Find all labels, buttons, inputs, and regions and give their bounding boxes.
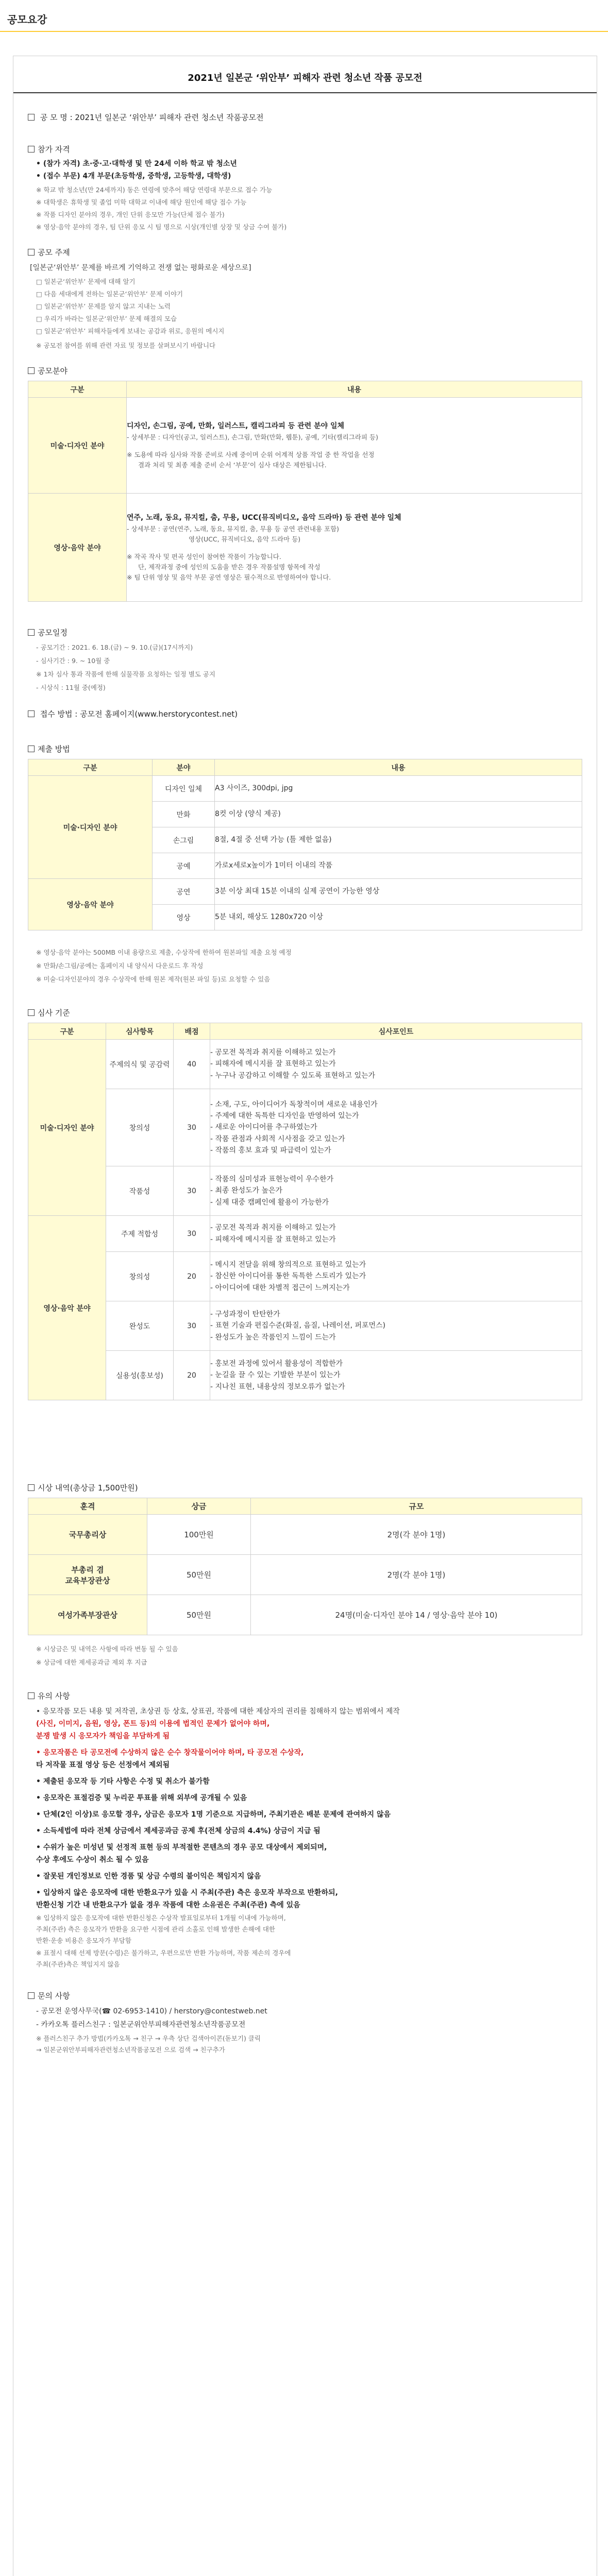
caution-item: • 수위가 높은 미성년 및 선정적 표현 등의 부적절한 콘텐츠의 경우 공모 대상에서 제외되며, bbox=[36, 1843, 327, 1852]
caution-item: • 소득세법에 따라 전체 상금에서 제세공과금 공제 후(전체 상금의 4.4%) 상금이 지급 됨 bbox=[36, 1827, 320, 1835]
caution-note: 반환·운송 비용은 응모자가 부담함 bbox=[36, 1937, 131, 1944]
eligibility-note: ※ 작품 디자인 분야의 경우, 개인 단위 응모만 가능(단체 접수 불가) bbox=[36, 211, 225, 218]
criteria-points bbox=[210, 1166, 582, 1216]
section-awards bbox=[28, 1482, 138, 1493]
criteria-point: - 최종 완성도가 높은가 bbox=[210, 1187, 283, 1195]
spec-content: 8절, 4절 중 선택 가능 (틀 제한 없음) bbox=[215, 827, 582, 853]
fields-category: 영상·음악 분야 bbox=[28, 494, 127, 602]
caution-note: ※ 표절시 대해 선제 방문(수령)은 불가하고, 우편으로만 반환 가능하며, 작품 제손의 경우에 bbox=[36, 1949, 291, 1957]
theme-note: ※ 공모전 참여를 위해 관련 자료 및 정보를 살펴보시기 바랍니다 bbox=[36, 342, 216, 349]
spec-table bbox=[28, 759, 582, 930]
criteria-point: - 작품 관점과 사회적 시사점을 갖고 있는가 bbox=[210, 1134, 345, 1143]
contest-name-label: 공 모 명 bbox=[40, 113, 67, 122]
criteria-point: - 작품의 심미성과 표현능력이 우수한가 bbox=[210, 1175, 334, 1183]
fields-sub: - 상세부문 : 디자인(공고, 일러스트), 손그림, 만화(만화, 웹툰), 공예, 기타(캘리그라피 등) bbox=[127, 433, 378, 441]
criteria-point: - 누구나 공감하고 이해할 수 있도록 표현하고 있는가 bbox=[210, 1071, 376, 1080]
awards-header: 규모 bbox=[251, 1498, 582, 1515]
fields-title: 디자인, 손그림, 공예, 만화, 일러스트, 캘리그라피 등 관련 분야 일체 bbox=[127, 422, 345, 431]
caution-item: 반환신청 기간 내 반환요구가 없을 경우 작품에 대한 소유권은 주최(주관) 측에 있음 bbox=[36, 1901, 300, 1909]
schedule-item: - 공모기간 : 2021. 6. 18.(금) ~ 9. 10.(금)(17시까지) bbox=[36, 643, 193, 651]
document-blank-area bbox=[28, 2076, 582, 2576]
award-scale: 24명(미술·디자인 분야 14 / 영상·음악 분야 10) bbox=[251, 1595, 582, 1635]
eligibility-note: ※ 대학생은 휴학생 및 졸업 미학 대학교 이내에 해당 원인에 해당 접수 가능 bbox=[36, 198, 247, 206]
criteria-item: 창의성 bbox=[106, 1089, 174, 1166]
table-row bbox=[28, 1040, 582, 1089]
criteria-point: - 공모전 목적과 취지를 이해하고 있는가 bbox=[210, 1048, 336, 1057]
criteria-item: 작품성 bbox=[106, 1166, 174, 1216]
criteria-point: - 새로운 아이디어를 추구하였는가 bbox=[210, 1123, 317, 1132]
criteria-item: 실용성(홍보성) bbox=[106, 1351, 174, 1400]
criteria-heading: 심사 기준 bbox=[38, 1008, 70, 1018]
schedule-heading: 공모일정 bbox=[38, 628, 67, 637]
awards-table bbox=[28, 1498, 582, 1635]
criteria-points bbox=[210, 1089, 582, 1166]
eligibility-item: • (접수 부문) 4개 부문(초등학생, 중학생, 고등학생, 대학생) bbox=[36, 172, 231, 180]
criteria-category: 미술·디자인 분야 bbox=[28, 1040, 106, 1216]
contact-heading: 문의 사항 bbox=[38, 1991, 70, 2001]
award-title: 여성가족부장관상 bbox=[28, 1595, 147, 1635]
document-title: 2021년 일본군 ‘위안부’ 피해자 관련 청소년 작품 공모전 bbox=[188, 73, 423, 83]
caution-item: • 제출된 응모작 등 기타 사항은 수정 및 취소가 불가함 bbox=[36, 1777, 210, 1786]
fields-heading: 공모분야 bbox=[38, 366, 67, 376]
title-divider bbox=[13, 92, 597, 93]
schedule-item: - 시상식 : 11월 중(예정) bbox=[36, 684, 106, 691]
theme-item: □ 일본군‘위안부’ 피해자들에게 보내는 공감과 위로, 응원의 메시지 bbox=[36, 327, 225, 335]
fields-header-category: 구분 bbox=[28, 381, 127, 398]
criteria-header: 구분 bbox=[28, 1023, 106, 1040]
criteria-point: - 지나친 표현, 내용상의 정보오류가 없는가 bbox=[210, 1382, 345, 1391]
schedule-note: ※ 1차 심사 통과 작품에 한해 실물작품 요청하는 일정 별도 공지 bbox=[36, 670, 215, 678]
theme-heading: 공모 주제 bbox=[38, 248, 70, 257]
criteria-point: - 공모전 목적과 취지를 이해하고 있는가 bbox=[210, 1224, 336, 1232]
theme-item: □ 일본군‘위안부’ 문제에 대해 알기 bbox=[36, 278, 136, 285]
contact-item: - 카카오톡 플러스친구 : 일본군위안부피해자관련청소년작품공모전 bbox=[36, 2021, 246, 2029]
section-spec bbox=[28, 743, 70, 754]
caution-item-warning: • 응모작품은 타 공모전에 수상하지 않은 순수 창작물이어야 하며, 타 공모전 수상작, bbox=[36, 1749, 304, 1757]
spec-field: 공연 bbox=[153, 879, 215, 905]
table-row bbox=[28, 1515, 582, 1555]
caution-heading: 유의 사항 bbox=[38, 1691, 70, 1701]
fields-note: ※ 팀 단위 영상 및 음악 부문 공연 영상은 필수적으로 반영하여야 합니다. bbox=[127, 573, 331, 581]
spec-content: A3 사이즈, 300dpi, jpg bbox=[215, 776, 582, 802]
caution-item: • 입상하지 않은 응모작에 대한 반환요구가 있을 시 주최(주관) 측은 응모작 부작으로 반환하되, bbox=[36, 1889, 338, 1897]
contact-note: → 일본군위안부피해자관련청소년작품공모전 으로 검색 → 친구추가 bbox=[36, 2046, 225, 2054]
theme-subheading: [일본군‘위안부’ 문제를 바르게 기억하고 전쟁 없는 평화로운 세상으로] bbox=[30, 264, 251, 272]
criteria-point: - 완성도가 높은 작품인지 느낌이 드는가 bbox=[210, 1333, 336, 1342]
table-row bbox=[28, 1351, 582, 1400]
criteria-score: 30 bbox=[174, 1166, 210, 1216]
spec-content: 가로x세로x높이가 1미터 이내의 작품 bbox=[215, 853, 582, 879]
table-row bbox=[28, 1595, 582, 1635]
criteria-points bbox=[210, 1040, 582, 1089]
spec-note: ※ 미술·디자인분야의 경우 수상작에 한해 원본 제작(원본 파일 등)로 요청할 수 있음 bbox=[36, 975, 271, 983]
table-row bbox=[28, 494, 582, 602]
caution-item: • 잘못된 개인정보로 인한 경품 및 상금 수령의 불이익은 책임지지 않음 bbox=[36, 1872, 261, 1880]
eligibility-heading: 참가 자격 bbox=[38, 145, 70, 154]
awards-header: 상금 bbox=[147, 1498, 251, 1515]
spec-content: 3분 이상 최대 15분 이내의 실제 공연이 가능한 영상 bbox=[215, 879, 582, 905]
spec-field: 영상 bbox=[153, 905, 215, 930]
fields-category: 미술·디자인 분야 bbox=[28, 398, 127, 494]
awards-heading: 시상 내역(총상금 1,500만원) bbox=[38, 1483, 138, 1493]
spec-field: 손그림 bbox=[153, 827, 215, 853]
fields-table bbox=[28, 381, 582, 602]
criteria-item: 주제 적합성 bbox=[106, 1216, 174, 1252]
schedule-item: - 심사기간 : 9. ~ 10월 중 bbox=[36, 657, 110, 665]
caution-item: • 단체(2인 이상)로 응모할 경우, 상금은 응모자 1명 기준으로 지급하며, 주최기관은 배분 문제에 관여하지 않음 bbox=[36, 1810, 391, 1819]
criteria-point: - 주제에 대한 독특한 디자인을 반영하여 있는가 bbox=[210, 1111, 359, 1120]
eligibility-note: ※ 학교 밖 청소년(만 24세까지) 동은 연령에 맞추어 해당 연령대 부문으로 접수 가능 bbox=[36, 186, 273, 194]
fields-note: 결과 처리 및 최종 제출 준비 순서 ‘부문’이 심사 대상은 제한됩니다. bbox=[138, 461, 327, 469]
spec-content: 5분 내외, 해상도 1280x720 이상 bbox=[215, 905, 582, 930]
criteria-score: 30 bbox=[174, 1301, 210, 1351]
spec-field: 만화 bbox=[153, 802, 215, 827]
theme-item: □ 다음 세대에게 전하는 일본군‘위안부’ 문제 이야기 bbox=[36, 290, 183, 298]
criteria-point: - 눈길을 끌 수 있는 기발한 부분이 있는가 bbox=[210, 1371, 341, 1380]
spec-header-field: 분야 bbox=[153, 759, 215, 776]
criteria-point: - 아이디어에 대한 차별적 접근이 느껴지는가 bbox=[210, 1283, 350, 1292]
page-title: 공모요강 bbox=[7, 13, 47, 26]
award-title: 부총리 겸 교육부장관상 bbox=[28, 1555, 147, 1595]
fields-note: ※ 작곡 작사 및 편곡 성인이 참여한 작품이 가능합니다. bbox=[127, 552, 281, 561]
caution-item: 수상 후에도 수상이 취소 될 수 있음 bbox=[36, 1856, 149, 1864]
section-criteria bbox=[28, 1007, 70, 1018]
awards-header: 훈격 bbox=[28, 1498, 147, 1515]
spec-field: 디자인 일체 bbox=[153, 776, 215, 802]
table-row bbox=[28, 1301, 582, 1351]
criteria-points bbox=[210, 1216, 582, 1252]
table-row bbox=[28, 1555, 582, 1595]
criteria-points bbox=[210, 1301, 582, 1351]
criteria-category: 영상·음악 분야 bbox=[28, 1216, 106, 1400]
criteria-point: - 작품의 홍보 효과 및 파급력이 있는가 bbox=[210, 1146, 331, 1155]
criteria-table bbox=[28, 1023, 582, 1400]
spec-content: 8컷 이상 (양식 제공) bbox=[215, 802, 582, 827]
criteria-point: - 피해자에 메시지를 잘 표현하고 있는가 bbox=[210, 1235, 336, 1244]
caution-item-warning: 분쟁 발생 시 응모자가 책임을 부담하게 됨 bbox=[36, 1732, 170, 1740]
eligibility-note: ※ 영상·음악 분야의 경우, 팀 단위 응모 시 팀 명으로 시상(개인별 상장 및 상금 수여 불가) bbox=[36, 223, 287, 231]
award-scale: 2명(각 분야 1명) bbox=[251, 1555, 582, 1595]
contest-document bbox=[13, 56, 597, 2576]
table-row bbox=[28, 398, 582, 494]
award-prize: 50만원 bbox=[147, 1555, 251, 1595]
criteria-point: - 소재, 구도, 아이디어가 독창적이며 새로운 내용인가 bbox=[210, 1100, 378, 1109]
criteria-score: 30 bbox=[174, 1089, 210, 1166]
criteria-points bbox=[210, 1252, 582, 1301]
section-theme bbox=[28, 247, 70, 258]
criteria-point: - 구성과정이 탄탄한가 bbox=[210, 1310, 280, 1318]
table-row bbox=[28, 1166, 582, 1216]
fields-content bbox=[127, 494, 582, 602]
caution-item: • 응모작은 표절검증 및 누리꾼 투표를 위해 외부에 공개될 수 있음 bbox=[36, 1794, 247, 1802]
criteria-item: 완성도 bbox=[106, 1301, 174, 1351]
caution-note: ※ 입상하지 않은 응모작에 대한 반환신청은 수상작 발표일로부터 1개월 이내에 가능하며, bbox=[36, 1914, 286, 1922]
submission-value: : 공모전 홈페이지(www.herstorycontest.net) bbox=[75, 709, 238, 719]
awards-note: ※ 상금에 대한 제세공과금 제외 후 지급 bbox=[36, 1658, 147, 1666]
fields-sub: 영상(UCC, 뮤직비디오, 음악 드라마 등) bbox=[189, 535, 301, 543]
spec-category: 미술·디자인 분야 bbox=[28, 776, 153, 879]
caution-note: 주최(주관) 측은 응모작가 반환을 요구한 시점에 관리 소홀로 인해 발생한 손해에 대한 bbox=[36, 1925, 276, 1933]
criteria-point: - 홍보전 과정에 있어서 활용성이 적합한가 bbox=[210, 1359, 343, 1368]
spec-note: ※ 만화/손그림/공예는 홈페이지 내 양식서 다운로드 후 작성 bbox=[36, 962, 204, 970]
table-row bbox=[28, 879, 582, 905]
criteria-header: 배점 bbox=[174, 1023, 210, 1040]
criteria-score: 30 bbox=[174, 1216, 210, 1252]
theme-item: □ 우리가 바라는 일본군‘위안부’ 문제 해결의 모습 bbox=[36, 315, 177, 323]
criteria-item: 주제의식 및 공감력 bbox=[106, 1040, 174, 1089]
table-row bbox=[28, 776, 582, 802]
theme-item: □ 일본군‘위안부’ 문제를 알지 않고 지내는 노력 bbox=[36, 302, 171, 310]
spec-category: 영상·음악 분야 bbox=[28, 879, 153, 930]
caution-item: 타 저작물 표절 영상 등은 선정에서 제외됨 bbox=[36, 1761, 170, 1769]
criteria-point: - 메시지 전달을 위해 창의적으로 표현하고 있는가 bbox=[210, 1260, 366, 1269]
fields-title: 연주, 노래, 동요, 뮤지컬, 춤, 무용, UCC(뮤직비디오, 음악 드라마) 등 관련 분야 일체 bbox=[127, 514, 401, 522]
contest-name-value: : 2021년 일본군 ‘위안부’ 피해자 관련 청소년 작품공모전 bbox=[70, 113, 264, 122]
criteria-item: 창의성 bbox=[106, 1252, 174, 1301]
schedule-period bbox=[36, 642, 193, 652]
criteria-point: - 피해자에 메시지를 잘 표현하고 있는가 bbox=[210, 1060, 336, 1069]
table-row bbox=[28, 1252, 582, 1301]
fields-note: ※ 도용에 따라 심사와 작품 준비로 사례 중이며 순위 어계적 상품 작업 중 한 작업을 선정 bbox=[127, 450, 375, 459]
criteria-score: 20 bbox=[174, 1252, 210, 1301]
awards-note: ※ 시상금은 및 내역은 사항에 따라 변동 될 수 있음 bbox=[36, 1645, 178, 1653]
criteria-header: 심사포인트 bbox=[210, 1023, 582, 1040]
criteria-point: - 참신한 아이디어를 통한 독특한 스토리가 있는가 bbox=[210, 1272, 366, 1281]
submission-label: 접수 방법 bbox=[40, 709, 73, 719]
criteria-point: - 실제 대중 캠페인에 활용이 가능한가 bbox=[210, 1198, 329, 1207]
contact-item: - 공모전 운영사무국(☎ 02-6953-1410) / herstory@contestweb.net bbox=[36, 2007, 267, 2015]
spec-header-category: 구분 bbox=[28, 759, 153, 776]
page-header bbox=[0, 0, 608, 32]
criteria-score: 40 bbox=[174, 1040, 210, 1089]
contact-note: ※ 플러스친구 추가 방법(카카오톡 → 친구 → 우측 상단 검색아이콘(돋보기) 클릭 bbox=[36, 2035, 261, 2042]
fields-sub: - 상세부문 : 공연(연주, 노래, 동요, 뮤지컬, 춤, 무용 등 공연 관련내용 포함) bbox=[127, 524, 340, 533]
spec-heading: 제출 방법 bbox=[38, 744, 70, 754]
spec-header-content: 내용 bbox=[215, 759, 582, 776]
spec-field: 공예 bbox=[153, 853, 215, 879]
caution-note: 주최(주관)측은 책임지지 않음 bbox=[36, 1960, 120, 1968]
fields-note: 단, 제작과정 중에 성인의 도움을 받은 경우 작품설명 항목에 작성 bbox=[138, 563, 320, 571]
section-caution bbox=[28, 1690, 70, 1701]
table-row bbox=[28, 1216, 582, 1252]
section-contest-name bbox=[28, 112, 264, 123]
award-title: 국무총리상 bbox=[28, 1515, 147, 1555]
eligibility-item: • (참가 자격) 초·중·고·대학생 및 만 24세 이하 학교 밖 청소년 bbox=[36, 160, 237, 168]
award-scale: 2명(각 분야 1명) bbox=[251, 1515, 582, 1555]
fields-header-content: 내용 bbox=[127, 381, 582, 398]
section-eligibility bbox=[28, 144, 70, 155]
caution-item: • 응모작품 모든 내용 및 저작권, 초상권 등 상호, 상표권, 작품에 대한 제삼자의 권리를 침해하지 않는 범위에서 제작 bbox=[36, 1707, 400, 1716]
criteria-header: 심사항목 bbox=[106, 1023, 174, 1040]
section-submission bbox=[28, 708, 238, 719]
criteria-points bbox=[210, 1351, 582, 1400]
section-contact bbox=[28, 1990, 70, 2001]
criteria-score: 20 bbox=[174, 1351, 210, 1400]
fields-content bbox=[127, 398, 582, 494]
criteria-point: - 표현 기술과 편집수준(화질, 음질, 나레이션, 퍼포먼스) bbox=[210, 1321, 386, 1330]
section-schedule bbox=[28, 627, 67, 638]
award-prize: 100만원 bbox=[147, 1515, 251, 1555]
table-row bbox=[28, 1089, 582, 1166]
award-prize: 50만원 bbox=[147, 1595, 251, 1635]
caution-item-warning: (사진, 이미지, 음원, 영상, 폰트 등)의 이용에 법적인 문제가 없어야 하며, bbox=[36, 1720, 270, 1728]
section-fields bbox=[28, 365, 67, 376]
spec-note: ※ 영상·음악 분야는 500MB 이내 용량으로 제출, 수상작에 한하여 원본파일 제출 요청 예정 bbox=[36, 948, 292, 956]
